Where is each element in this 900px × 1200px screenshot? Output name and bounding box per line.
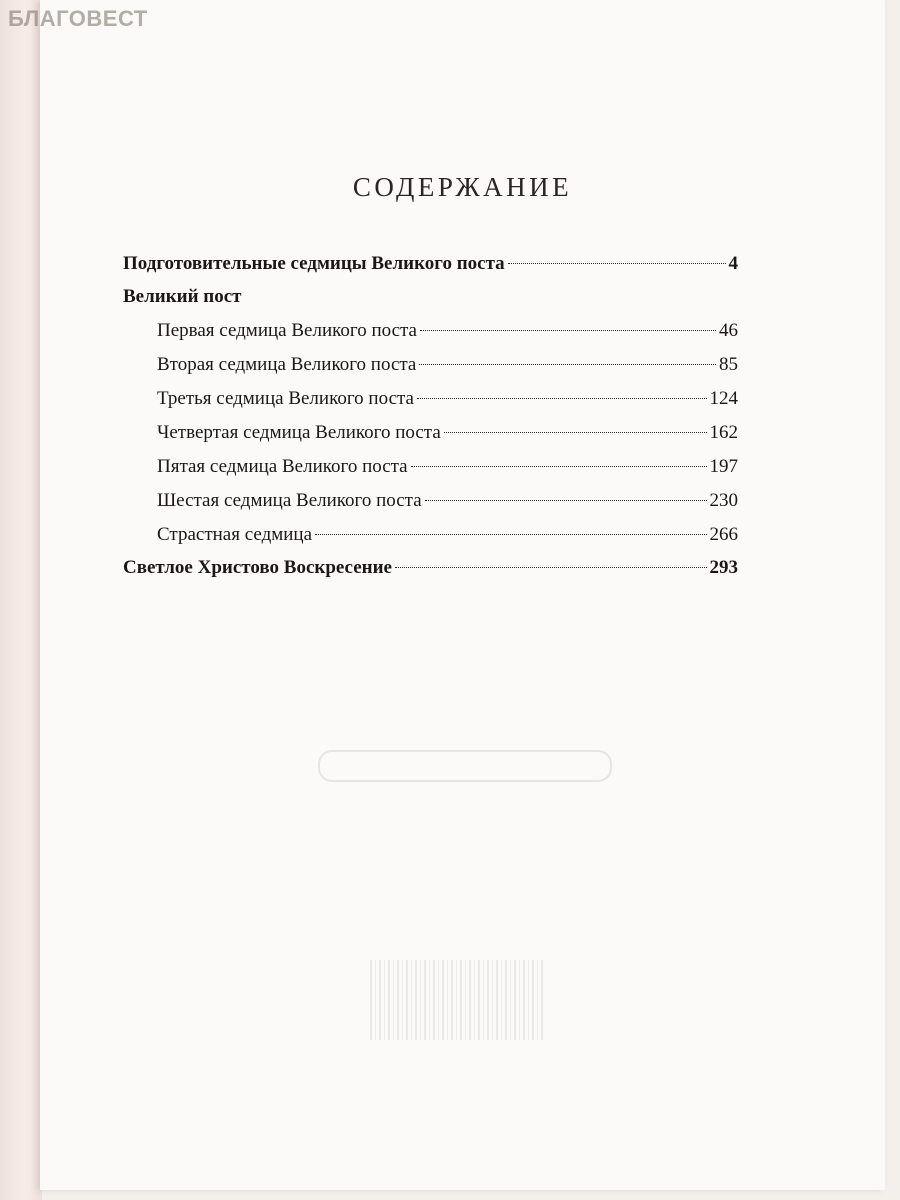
reverse-side-barcode-shadow — [370, 960, 545, 1040]
toc-entry-page: 266 — [709, 524, 738, 545]
toc-entry-label: Четвертая седмица Великого поста — [157, 422, 441, 443]
toc-entry-week-4[interactable] — [157, 418, 738, 448]
toc-entry-label: Подготовительные седмицы Великого поста — [123, 253, 505, 274]
toc-entry-page: 46 — [719, 320, 738, 341]
toc-entry-label: Третья седмица Великого поста — [157, 388, 414, 409]
dot-leader — [508, 263, 726, 264]
dot-leader — [419, 364, 716, 365]
toc-entry-week-5[interactable] — [157, 452, 738, 482]
toc-entry-preparatory[interactable] — [123, 249, 738, 279]
toc-entry-page: 124 — [709, 388, 738, 409]
toc-entry-label: Шестая седмица Великого поста — [157, 490, 422, 511]
dot-leader — [411, 466, 707, 467]
dot-leader — [417, 398, 707, 399]
toc-entry-week-3[interactable] — [157, 384, 738, 414]
toc-entry-page: 4 — [728, 253, 738, 274]
toc-entry-label: Первая седмица Великого поста — [157, 320, 417, 341]
toc-section-heading: Великий пост — [123, 286, 242, 307]
dot-leader — [425, 500, 707, 501]
toc-entry-page: 197 — [709, 456, 738, 477]
toc-entry-page: 230 — [709, 490, 738, 511]
toc-entry-easter[interactable] — [123, 553, 738, 583]
toc-entry-label: Вторая седмица Великого поста — [157, 354, 417, 375]
toc-entry-label: Пятая седмица Великого поста — [157, 456, 408, 477]
toc-entry-label: Страстная седмица — [157, 524, 313, 545]
toc-entry-week-1[interactable] — [157, 316, 738, 346]
toc-entry-week-2[interactable] — [157, 350, 738, 380]
dot-leader — [420, 330, 716, 331]
book-page — [40, 0, 885, 1190]
store-watermark: БЛАГОВЕСТ — [8, 6, 148, 31]
toc-entry-label: Светлое Христово Воскресение — [123, 557, 392, 578]
toc-entry-page: 293 — [709, 557, 738, 578]
dot-leader — [395, 567, 707, 568]
toc-entry-page: 85 — [719, 354, 738, 375]
toc-entry-week-6[interactable] — [157, 486, 738, 516]
dot-leader — [315, 534, 706, 535]
dot-leader — [444, 432, 707, 433]
toc-entry-holy-week[interactable] — [157, 520, 738, 550]
book-spine-edge — [0, 0, 42, 1200]
page-title: СОДЕРЖАНИЕ — [352, 172, 573, 202]
toc-entry-page: 162 — [709, 422, 738, 443]
reverse-side-shadow — [318, 750, 612, 782]
